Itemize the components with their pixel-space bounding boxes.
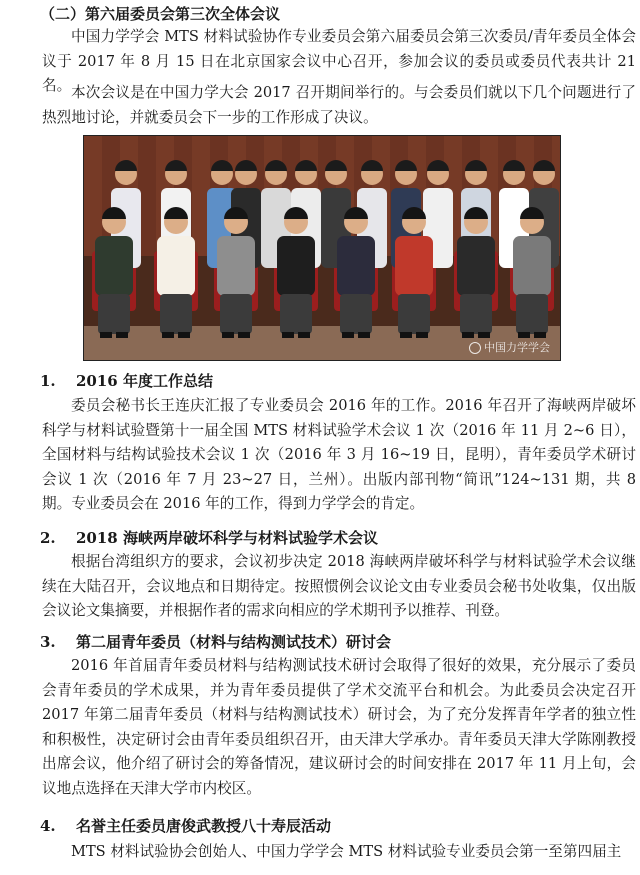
item-2-body: 根据台湾组织方的要求，会议初步决定 2018 海峡两岸破坏科学与材料试验学术会议继续在大陆召开，会议地点和日期待定。按照惯例会议论文由专业委员会秘书处收集，仅出版会议论文集摘要，并根据作者的需求向相应的学术期刊予以推荐、刊登。 [42, 553, 636, 619]
item-1-heading [40, 371, 213, 391]
item-3-heading [40, 632, 391, 652]
item-2-number: 2. [40, 529, 56, 547]
item-4-title: 名誉主任委员唐俊武教授八十寿辰活动 [76, 817, 332, 835]
item-2-heading [40, 528, 378, 548]
intro-paragraph-1: 中国力学学会 MTS 材料试验协作专业委员会第六届委员会第三次委员/青年委员全体会议于 2017 年 8 月 15 日在北京国家会议中心召开，参加会议的委员或委员代表共计 21 名。 [42, 28, 636, 94]
item-2-title: 2018 海峡两岸破坏科学与材料试验学术会议 [76, 529, 378, 547]
item-3-body: 2016 年首届青年委员材料与结构测试技术研讨会取得了很好的效果，充分展示了委员会青年委员的学术成果，并为青年委员提供了学术交流平台和机会。为此委员会决定召开 2017 年第二届青年委员（材料与结构测试技术）研讨会，为了充分发挥青年学者的独立性和积极性，决定研讨会由青年委员组织召开，由天津大学承办。青年委员天津大学陈刚教授出席会议，他介绍了研讨会的筹备情况，建议研讨会的时间安排在 2017 年 11 月上旬，会议地点选择在天津大学市内校区。 [42, 657, 636, 797]
group-photo [83, 135, 561, 361]
watermark-text: 中国力学学会 [484, 341, 550, 354]
item-1-body: 委员会秘书长王连庆汇报了专业委员会 2016 年的工作。2016 年召开了海峡两岸破坏科学与材料试验暨第十一届全国 MTS 材料试验学术会议 1 次（2016 年 11 月 2~6 日），全国材料与结构试验技术会议 1 次（2016 年 3 月 16~19 日，昆明），青年委员学术研讨会议 1 次（2016 年 7 月 23~27 日，兰州）。出版内部刊物“简讯”124~131 期，共 8 期。专业委员会在 2016 年的工作，得到力学学会的肯定。 [42, 397, 636, 512]
item-4-number: 4. [40, 817, 56, 835]
item-1-number: 1. [40, 372, 56, 390]
group-photo-illustration [84, 136, 560, 360]
item-3-title: 第二届青年委员（材料与结构测试技术）研讨会 [76, 633, 392, 651]
item-1-title: 2016 年度工作总结 [76, 372, 213, 390]
section-title: （二）第六届委员会第三次全体会议 [40, 5, 281, 23]
item-3-number: 3. [40, 633, 56, 651]
intro-paragraph-2: 本次会议是在中国力学大会 2017 召开期间举行的。与会委员们就以下几个问题进行了热烈地讨论，并就委员会下一步的工作形成了决议。 [42, 84, 636, 126]
item-4-body: MTS 材料试验协会创始人、中国力学学会 MTS 材料试验专业委员会第一至第四届主 [71, 843, 622, 860]
item-4-heading [40, 816, 331, 836]
photo-watermark [469, 339, 550, 355]
watermark-logo-icon [469, 342, 481, 354]
